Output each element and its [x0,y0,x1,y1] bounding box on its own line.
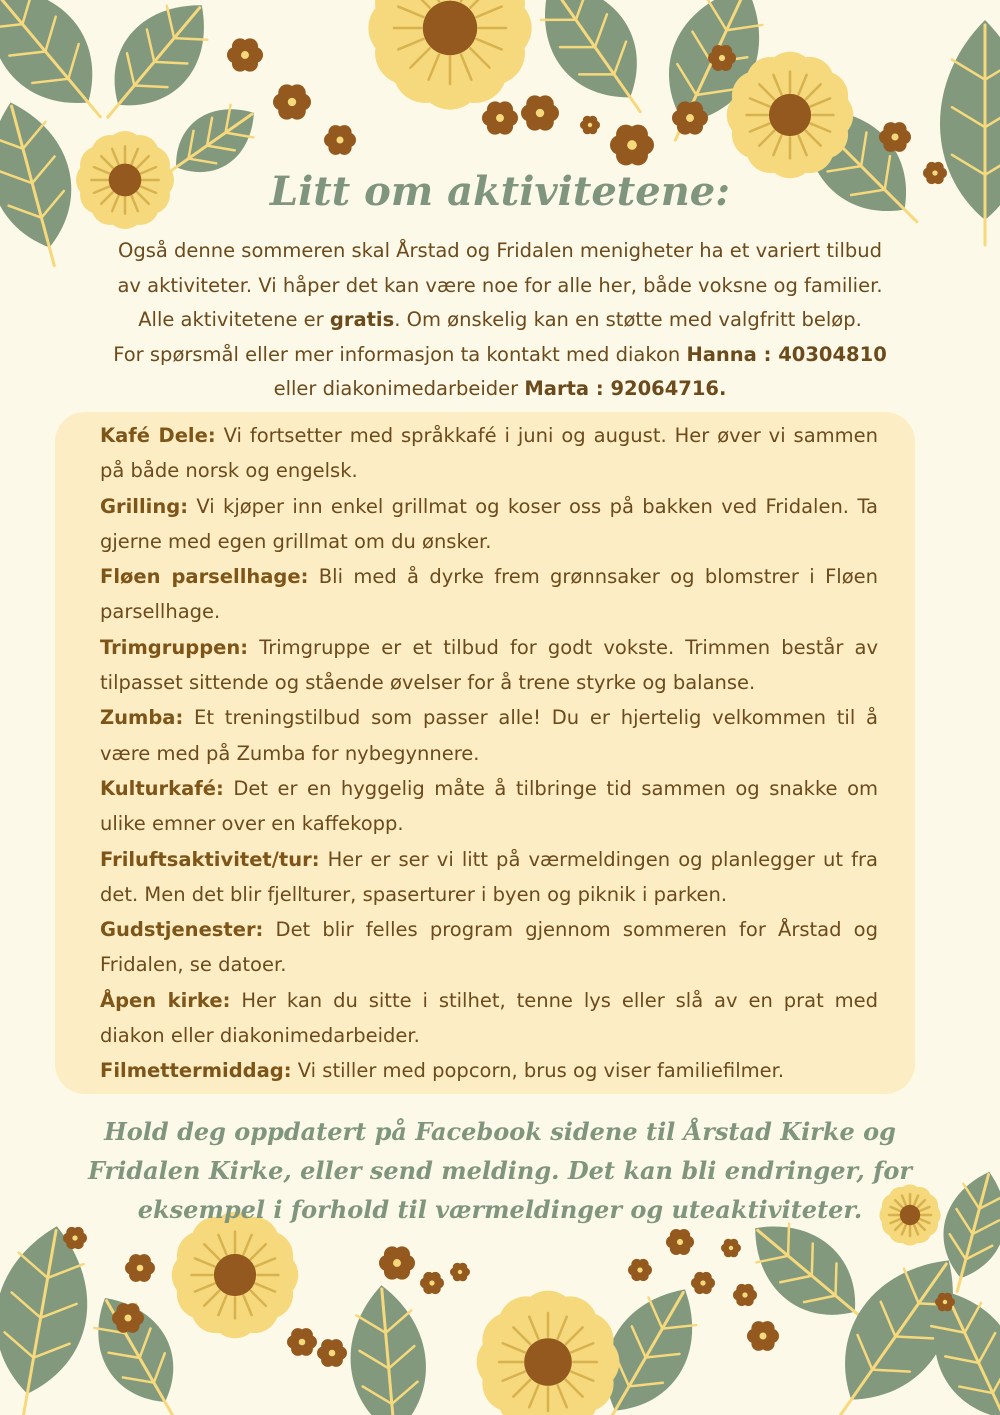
small-flower-icon [580,116,600,135]
activity-trimgruppen [100,630,878,701]
intro-line: Alle aktivitetene er gratis. Om ønskelig kan en støtte med valgfritt beløp. [138,308,862,331]
activity-name: Grilling: [100,494,188,518]
sunflower-icon [368,0,531,110]
footer-note [80,1112,920,1229]
activity-apen-kirke [100,983,878,1054]
activity-name: Filmettermiddag: [100,1059,292,1083]
activity-description: Vi stiller med popcorn, brus og viser familiefilmer. [291,1059,785,1083]
activity-zumba [100,700,878,771]
small-flower-icon [227,38,263,71]
activity-description: Det er en hyggelig måte å tilbringe tid sammen og snakke om ulike emner over en kaffekopp. [100,776,878,836]
intro-line: Også denne sommeren skal Årstad og Fridalen menigheter ha et variert tilbud [117,239,883,262]
small-flower-icon [610,125,654,166]
activity-name: Fløen parsellhage: [100,565,309,589]
small-flower-icon [273,84,311,119]
activity-description: Her er ser vi litt på værmeldingen og planlegger ut fra det. Men det blir fjellturer, spaserturer i byen og piknik i parken. [100,847,878,906]
activity-description: Trimgruppe er et tilbud for godt vokste. Trimmen består av tilpasset sittende og stående øvelser for å trene styrke og balanse. [100,635,878,695]
small-flower-icon [379,1246,415,1279]
activity-name: Åpen kirke: [100,988,231,1012]
small-flower-icon [482,101,518,134]
small-flower-icon [691,1272,715,1294]
contact-hanna: Hanna : 40304810 [686,342,887,366]
small-flower-icon [666,1229,694,1255]
small-flower-icon [317,1339,347,1367]
footer-line: Hold deg oppdatert på Facebook sidene til Årstad Kirke og [104,1117,896,1146]
small-flower-icon [628,1259,652,1281]
small-flower-icon [521,95,559,130]
activity-description: Det blir felles program gjennom sommeren for Årstad og Fridalen, se datoer. [100,918,878,977]
activity-name: Friluftsaktivitet/tur: [100,847,320,871]
small-flower-icon [733,1284,757,1306]
activity-kulturkafe [100,771,878,842]
small-flower-icon [420,1272,444,1294]
activity-description: Et treningstilbud som passer alle! Du er hjertelig velkommen til å være med på Zumba for nybegynnere. [100,706,878,765]
activity-name: Zumba: [100,706,184,730]
small-flower-icon [324,125,356,155]
activity-name: Trimgruppen: [100,635,249,659]
leaf-icon [344,1282,433,1415]
small-flower-icon [125,1254,155,1282]
activity-filmettermiddag [100,1053,878,1088]
activity-name: Kulturkafé: [100,776,224,800]
activities-list [100,418,878,1089]
leaf-icon [0,1218,101,1415]
activity-friluftsaktivitet [100,842,878,913]
activity-floen-parsellhage [100,559,878,630]
small-flower-icon [721,1239,741,1258]
activity-description: Bli med å dyrke frem grønnsaker og blomstrer i Fløen parsellhage. [100,565,878,624]
intro-line: av aktiviteter. Vi håper det kan være noe for alle her, både voksne og familier. [117,273,883,297]
footer-line: Fridalen Kirke, eller send melding. Det kan bli endringer, for [87,1156,913,1185]
intro-line: For spørsmål eller mer informasjon ta kontakt med diakon Hanna : 40304810 [113,342,887,366]
page-title: Litt om aktivitetene: [269,168,731,215]
contact-marta: Marta : 92064716. [524,377,727,400]
small-flower-icon [747,1321,779,1351]
activity-grilling [100,489,878,560]
activity-kafe-dele [100,418,878,489]
activity-name: Kafé Dele: [100,424,216,447]
small-flower-icon [450,1263,470,1282]
sunflower-icon [172,1212,298,1338]
activity-name: Gudstjenester: [100,918,264,942]
activity-gudstjenester [100,912,878,983]
small-flower-icon [287,1328,317,1356]
sunflower-icon [477,1291,620,1415]
activity-description: Vi kjøper inn enkel grillmat og koser oss på bakken ved Fridalen. Ta gjerne med egen grillmat om du ønsker. [100,494,878,553]
activity-description: Her kan du sitte i stilhet, tenne lys eller slå av en prat med diakon eller diakonimedarbeider. [100,988,878,1048]
footer-line: eksempel i forhold til værmeldinger og uteaktiviteter. [137,1195,863,1224]
activity-description: Vi fortsetter med språkkafé i juni og august. Her øver vi sammen på både norsk og engelsk. [100,424,879,483]
intro-line: eller diakonimedarbeider Marta : 92064716. [273,377,727,400]
intro-text [60,234,940,407]
free-emphasis: gratis [329,308,395,331]
